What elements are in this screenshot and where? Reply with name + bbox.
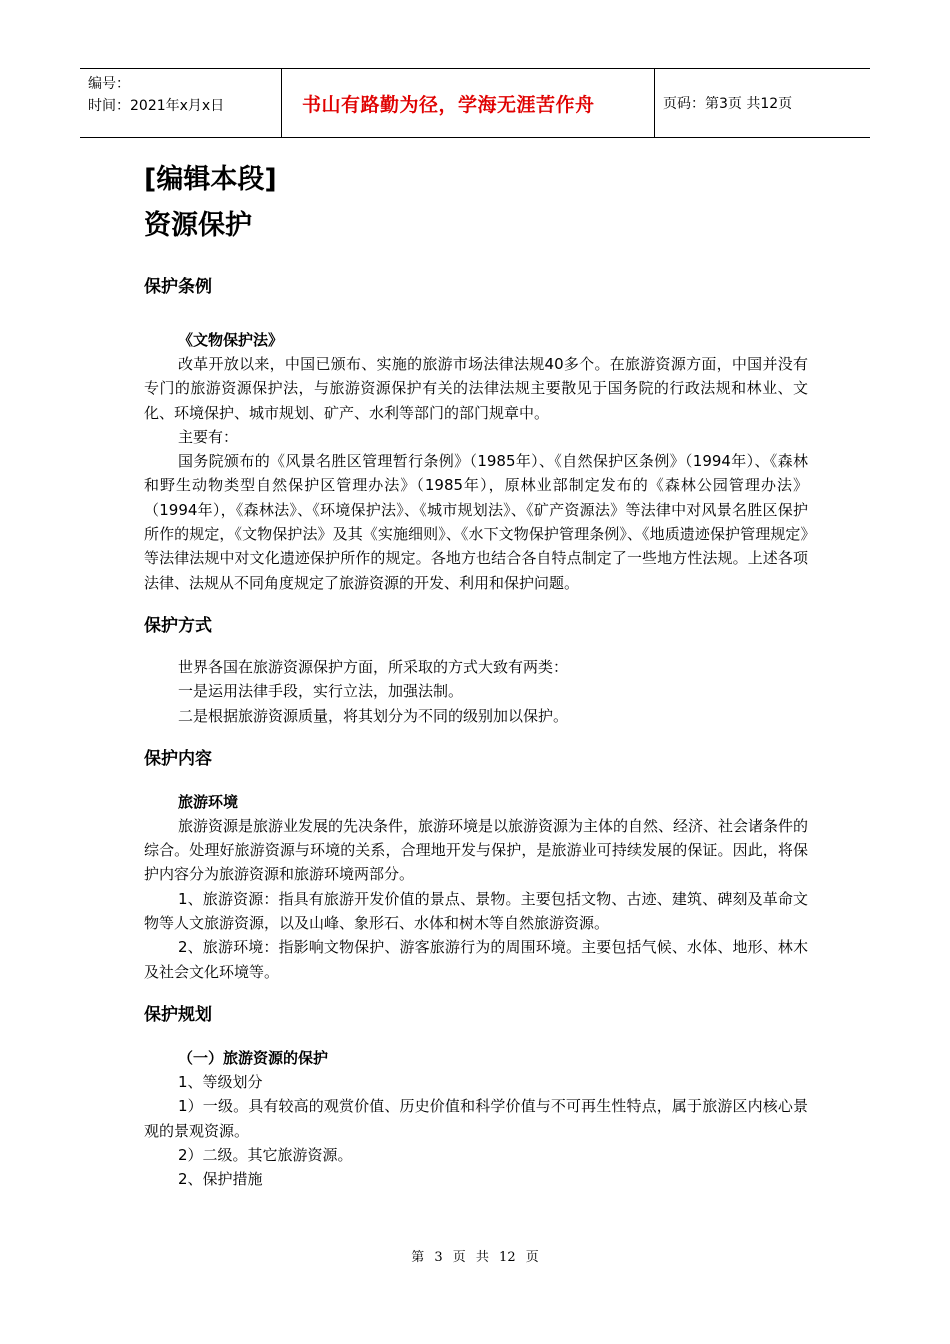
header-page-cell — [655, 69, 870, 137]
page-footer: 第 3 页 共 12 页 — [411, 1250, 539, 1265]
section-methods — [144, 613, 808, 728]
serial-number-label: 编号： — [88, 76, 130, 92]
section-contents — [144, 746, 808, 984]
header-motto: 书山有路勤为径，学海无涯苦作舟 — [302, 93, 595, 116]
paragraph: 改革开放以来，中国已颁布、实施的旅游市场法律法规40多个。在旅游资源方面，中国并没有专门的旅游资源保护法，与旅游资源保护有关的法律法规主要散见于国务院的行政法规和林业、文化、环境保护、城市规划、矿产、水利等部门的部门规章中。 — [144, 355, 808, 422]
paragraph: 1、旅游资源：指具有旅游开发价值的景点、景物。主要包括文物、古迹、建筑、碑刻及革命文物等人文旅游资源，以及山峰、象形石、水体和树木等自然旅游资源。 — [144, 889, 808, 933]
edit-section-link[interactable]: [编辑本段] — [144, 164, 277, 195]
subsection-heading: 旅游环境 — [178, 792, 239, 811]
paragraph: 1）一级。具有较高的观赏价值、历史价值和科学价值与不可再生性特点，属于旅游区内核心景观的景观资源。 — [144, 1097, 808, 1140]
paragraph: 国务院颁布的《风景名胜区管理暂行条例》（1985年）、《自然保护区条例》（1994年）、《森林和野生动物类型自然保护区管理办法》（1985年），原林业部制定发布的《森林公园管理办法》（1994年），《森林法》、《环境保护法》、《城市规划法》、《矿产资源法》等法律中对风景名胜区保护所作的规定，《文物保护法》及其《实施细则》、《水下文物保护管理条例》、《地质遗迹保护管理规定》等法律法规中对文化遗迹保护所作的规定。各地方也结合各自特点制定了一些地方性法规。上述各项法律、法规从不同角度规定了旅游资源的开发、利用和保护问题。 — [144, 452, 808, 592]
section-planning — [144, 1002, 808, 1191]
paragraph: 1、等级划分 — [178, 1072, 263, 1091]
header-meta-cell — [80, 69, 282, 137]
paragraph: 旅游资源是旅游业发展的先决条件，旅游环境是以旅游资源为主体的自然、经济、社会诸条件的综合。处理好旅游资源与环境的关系，合理地开发与保护，是旅游业可持续发展的保证。因此，将保护内容分为旅游资源和旅游环境两部分。 — [144, 816, 809, 884]
section-heading: 保护内容 — [144, 748, 212, 769]
section-regulations — [144, 274, 808, 595]
paragraph: 主要有： — [178, 427, 239, 446]
section-heading: 保护方式 — [144, 615, 212, 636]
paragraph: 2、旅游环境：指影响文物保护、游客旅游行为的周围环境。主要包括气候、水体、地形、林木及社会文化环境等。 — [144, 938, 808, 981]
page-header — [80, 68, 870, 138]
paragraph: 2）二级。其它旅游资源。 — [178, 1145, 353, 1164]
paragraph: 世界各国在旅游资源保护方面，所采取的方式大致有两类： — [178, 657, 569, 676]
paragraph: 二是根据旅游资源质量，将其划分为不同的级别加以保护。 — [178, 706, 569, 725]
document-body — [144, 160, 808, 1191]
header-page-info: 页码：第3页 共12页 — [663, 96, 793, 112]
header-motto-cell — [282, 69, 655, 137]
date-line: 时间：2021年x月x日 — [88, 98, 225, 114]
subsection-heading: 《文物保护法》 — [178, 331, 284, 349]
section-heading: 保护条例 — [144, 277, 212, 297]
paragraph: 2、保护措施 — [178, 1170, 263, 1189]
section-heading: 保护规划 — [144, 1004, 212, 1025]
subsection-heading: （一）旅游资源的保护 — [178, 1048, 329, 1067]
page-title: 资源保护 — [144, 210, 252, 241]
paragraph: 一是运用法律手段，实行立法，加强法制。 — [178, 682, 464, 701]
